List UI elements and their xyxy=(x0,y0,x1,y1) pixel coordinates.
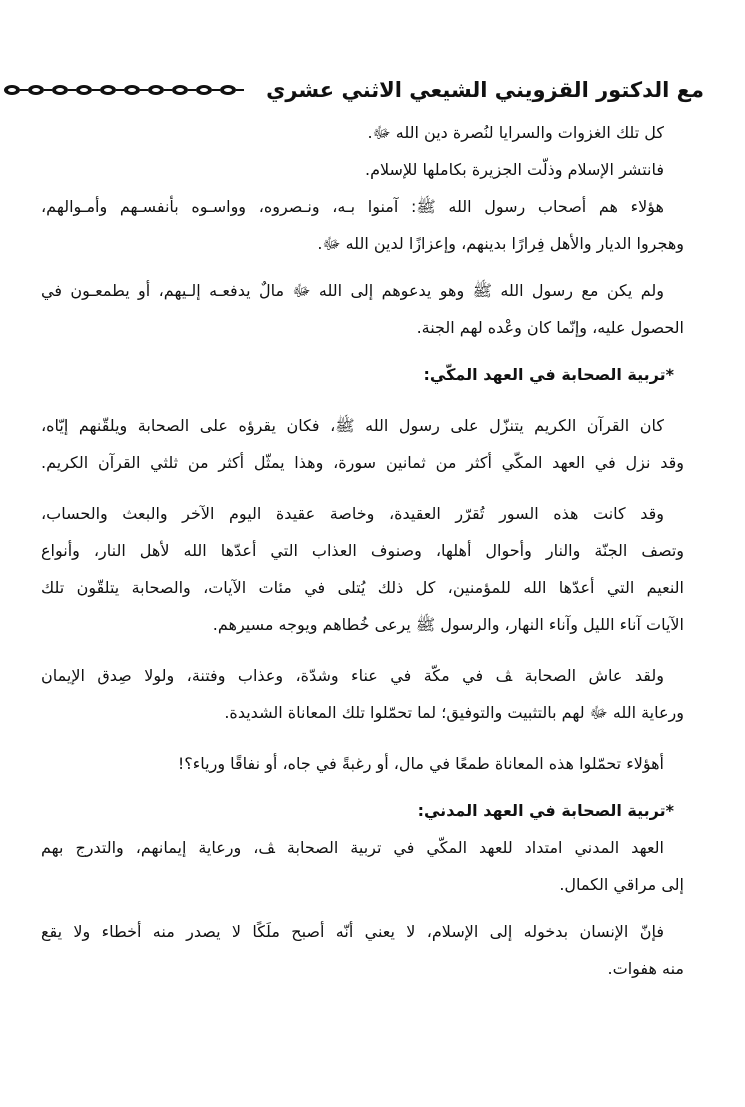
text-line: إلى مراقي الكمال. xyxy=(560,875,685,894)
text-line: ورعاية الله ﷻ لهم بالتثبيت والتوفيق؛ لما تحمّلوا تلك المعاناة الشديدة. xyxy=(225,703,685,722)
text-line: فانتشر الإسلام وذلّت الجزيرة بكاملها للإسلام. xyxy=(366,160,665,179)
text-line: هؤلاء هم أصحاب رسول الله ﷺ: آمنوا بـه، ونـصروه، وواسـوه بأنفسـهم وأمـوالهم، xyxy=(42,197,665,216)
text-line: وقد نزل في العهد المكّي أكثر من ثمانين سورة، وهذا يمثّل أكثر من ثلثي القرآن الكريم. xyxy=(42,453,685,472)
section-heading: *تربية الصحابة في العهد المدني: xyxy=(418,801,675,820)
text-line: أهؤلاء تحمّلوا هذه المعاناة طمعًا في مال، أو رغبةً في جاه، أو نفاقًا ورياء؟! xyxy=(178,754,665,773)
header-ornament xyxy=(3,83,253,97)
section-heading: *تربية الصحابة في العهد المكّي: xyxy=(424,365,675,384)
ornament-chain-icon xyxy=(3,83,253,97)
body-text xyxy=(42,114,685,987)
text-line: الآيات آناء الليل وآناء النهار، والرسول ﷺ يرعى خُطاهم ويوجه مسيرهم. xyxy=(213,615,685,634)
text-line: وتصف الجنّة والنار وأحوال أهلها، وصنوف العذاب التي أعدّها الله لأهل النار، وأنواع xyxy=(42,541,685,560)
text-line: كل تلك الغزوات والسرايا لنُصرة دين الله ﷻ. xyxy=(368,123,665,142)
text-line: الحصول عليه، وإنّما كان وعْده لهم الجنة. xyxy=(417,318,685,337)
text-line: كان القرآن الكريم يتنزّل على رسول الله ﷺ، فكان يقرؤه على الصحابة ويلقّنهم إيّاه، xyxy=(42,416,665,435)
text-line: وقد كانت هذه السور تُقرّر العقيدة، وخاصة عقيدة اليوم الآخر والبعث والحساب، xyxy=(42,504,665,523)
text-line: فإنّ الإنسان بدخوله إلى الإسلام، لا يعني أنّه أصبح ملَكًا لا يصدر منه أخطاء ولا يقع xyxy=(42,922,665,941)
text-line: ولقد عاش الصحابة ﭫ في مكّة في عناء وشدّة، وعذاب وفتنة، ولولا صِدق الإيمان xyxy=(42,666,665,685)
header-title: مع الدكتور القزويني الشيعي الاثني عشري xyxy=(267,78,705,102)
text-line: منه هفوات. xyxy=(608,959,685,978)
text-line: النعيم التي أعدّها الله للمؤمنين، كل ذلك يُتلى في مئات الآيات، والصحابة يتلقّون تلك xyxy=(42,578,685,597)
text-line: وهجروا الديار والأهل فِرارًا بدينهم، وإعزازًا لدين الله ﷻ. xyxy=(318,234,685,253)
running-header xyxy=(40,72,705,108)
text-line: العهد المدني امتداد للعهد المكّي في تربية الصحابة ﭫ، ورعاية إيمانهم، والتدرج بهم xyxy=(42,838,665,857)
text-line: ولم يكن مع رسول الله ﷺ وهو يدعوهم إلى الله ﷻ مالٌ يدفعـه إلـيهم، أو يطمعـون في xyxy=(42,281,665,300)
